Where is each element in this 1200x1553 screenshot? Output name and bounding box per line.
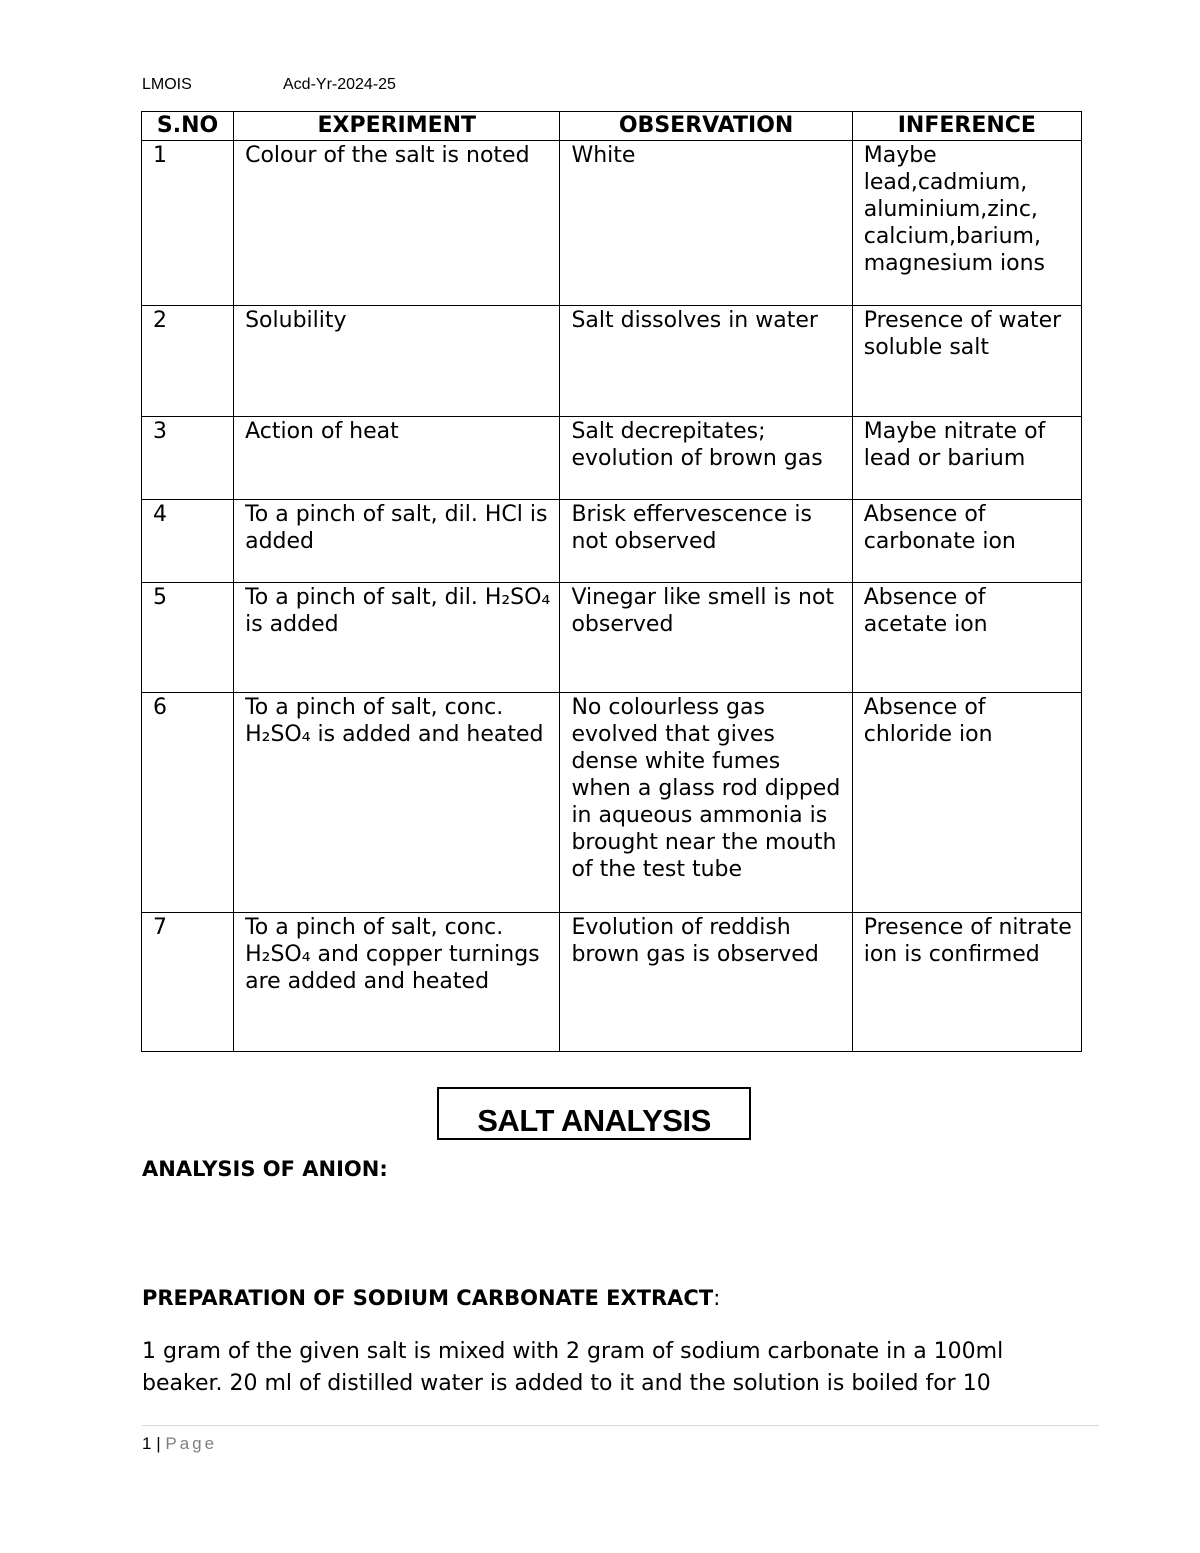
table-row	[142, 141, 1082, 306]
table-row	[142, 583, 1082, 693]
table-row	[142, 306, 1082, 417]
cell-sno: 2	[142, 306, 234, 417]
cell-experiment: To a pinch of salt, conc. H₂SO₄ is added and heated	[234, 693, 560, 913]
cell-observation: No colourless gas evolved that gives dense white fumes when a glass rod dipped in aqueous ammonia is brought near the mouth of the test tube	[560, 693, 852, 913]
cell-inference: Absence of carbonate ion	[852, 500, 1081, 583]
cell-sno: 6	[142, 693, 234, 913]
cell-inference: Absence of acetate ion	[852, 583, 1081, 693]
header-sno: S.NO	[142, 112, 234, 141]
header-observation: OBSERVATION	[560, 112, 852, 141]
footer-divider	[142, 1425, 1099, 1426]
cell-inference: Absence of chloride ion	[852, 693, 1081, 913]
cell-observation: Vinegar like smell is not observed	[560, 583, 852, 693]
cell-experiment: To a pinch of salt, conc. H₂SO₄ and copper turnings are added and heated	[234, 913, 560, 1052]
cell-inference: Presence of water soluble salt	[852, 306, 1081, 417]
cell-sno: 7	[142, 913, 234, 1052]
cell-observation: Salt decrepitates; evolution of brown gas	[560, 417, 852, 500]
cell-observation: Brisk effervescence is not observed	[560, 500, 852, 583]
cell-inference: Maybe lead,cadmium, aluminium,zinc, calcium,barium, magnesium ions	[852, 141, 1081, 306]
cell-experiment: Colour of the salt is noted	[234, 141, 560, 306]
observation-table	[141, 111, 1082, 1052]
page-footer	[142, 1434, 217, 1454]
page-number: 1	[142, 1434, 152, 1453]
table-row	[142, 913, 1082, 1052]
heading-colon: :	[713, 1286, 721, 1310]
page-label: Page	[165, 1434, 218, 1453]
footer-separator: |	[156, 1434, 161, 1453]
anion-analysis-heading: ANALYSIS OF ANION:	[142, 1157, 388, 1181]
header-school: LMOIS	[142, 76, 192, 93]
header-experiment: EXPERIMENT	[234, 112, 560, 141]
extract-preparation-paragraph: 1 gram of the given salt is mixed with 2 gram of sodium carbonate in a 100ml beaker. 20 ml of distilled water is added to it and the solution is boiled for 10	[142, 1339, 1004, 1396]
cell-observation: White	[560, 141, 852, 306]
cell-experiment: Solubility	[234, 306, 560, 417]
table-row	[142, 693, 1082, 913]
cell-experiment: To a pinch of salt, dil. HCl is added	[234, 500, 560, 583]
cell-observation: Salt dissolves in water	[560, 306, 852, 417]
cell-experiment: Action of heat	[234, 417, 560, 500]
header-inference: INFERENCE	[852, 112, 1081, 141]
cell-inference: Maybe nitrate of lead or barium	[852, 417, 1081, 500]
salt-analysis-title: SALT ANALYSIS	[437, 1087, 751, 1140]
cell-observation: Evolution of reddish brown gas is observed	[560, 913, 852, 1052]
cell-sno: 4	[142, 500, 234, 583]
cell-sno: 3	[142, 417, 234, 500]
extract-preparation-heading-text: PREPARATION OF SODIUM CARBONATE EXTRACT	[142, 1286, 714, 1310]
extract-preparation-heading	[142, 1286, 720, 1310]
table-row	[142, 500, 1082, 583]
cell-experiment: To a pinch of salt, dil. H₂SO₄ is added	[234, 583, 560, 693]
table-row	[142, 417, 1082, 500]
header-academic-year: Acd-Yr-2024-25	[283, 76, 396, 93]
cell-inference: Presence of nitrate ion is confirmed	[852, 913, 1081, 1052]
cell-sno: 1	[142, 141, 234, 306]
table-header-row	[142, 112, 1082, 141]
cell-sno: 5	[142, 583, 234, 693]
